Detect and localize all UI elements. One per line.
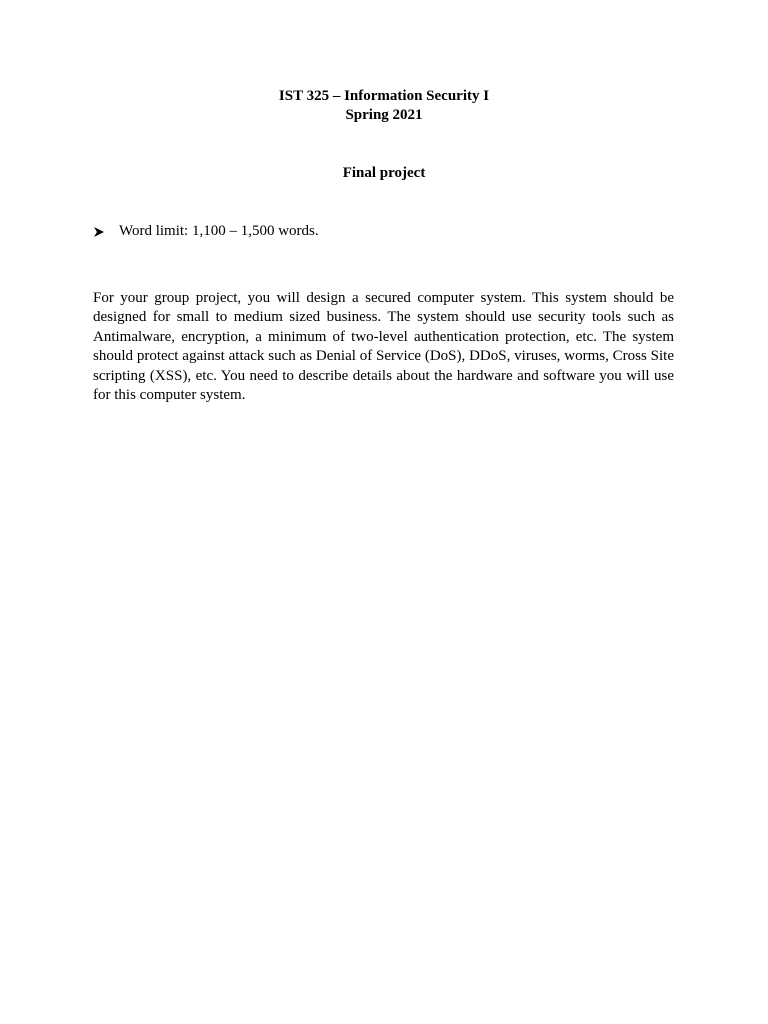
bullet-item-word-limit: [93, 222, 319, 241]
project-title: Final project: [342, 165, 426, 181]
project-description: For your group project, you will design a secured computer system. This system should be designed for small to medium sized business. The system should use security tools such as Antimalware, encryption, a minimum of two-level authentication protection, etc. The system should protect against attack such as Denial of Service (DoS), DDoS, viruses, worms, Cross Site scripting (XSS), etc. You need to describe details about the hardware and software you will use for this computer system.: [93, 290, 674, 404]
bullet-text: Word limit: 1,100 – 1,500 words.: [119, 223, 319, 239]
term-label: Spring 2021: [345, 107, 423, 123]
course-title: IST 325 – Information Security I: [278, 88, 490, 104]
arrowhead-bullet-icon: [93, 226, 119, 238]
